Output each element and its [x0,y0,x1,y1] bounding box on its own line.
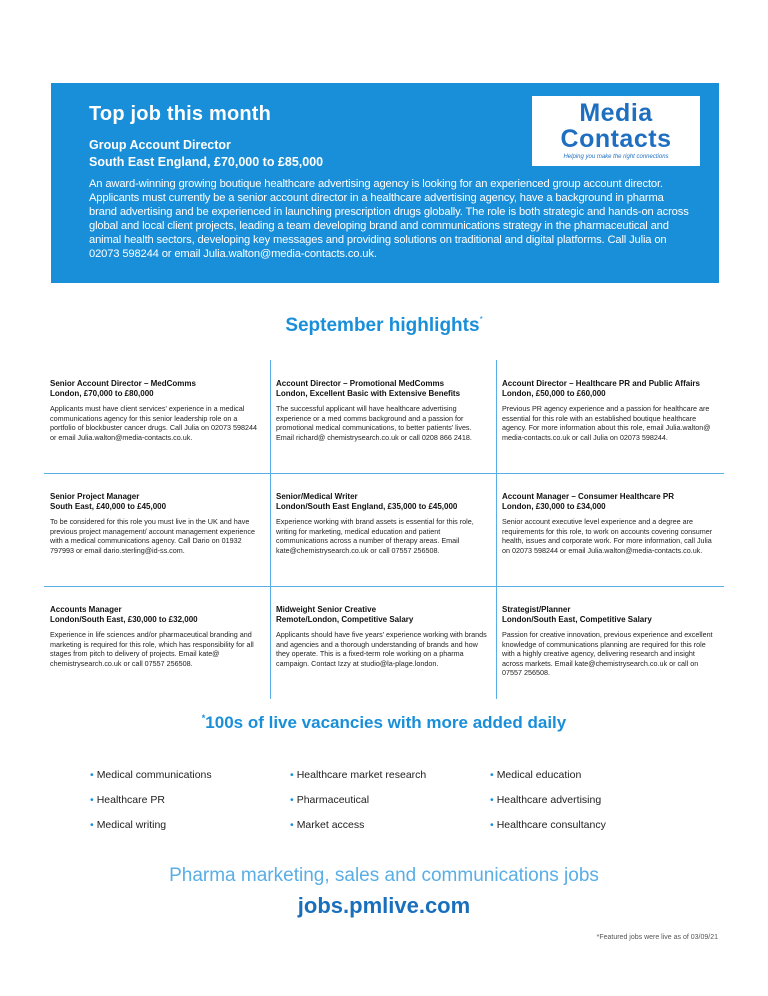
job-card[interactable] [270,586,496,699]
highlights-row [44,586,724,699]
top-job-info [89,137,323,171]
logo-line2: Contacts [560,125,672,153]
category-item[interactable] [290,788,490,813]
job-title: Accounts Manager [50,605,122,614]
job-title: Senior Account Director – MedComms [50,379,196,388]
job-subtitle: London/South East England, £35,000 to £45,000 [276,502,458,511]
bullet: • [490,819,494,831]
highlights-asterisk: * [479,315,483,324]
job-card[interactable] [496,360,722,473]
row-divider [44,586,724,587]
highlights-heading [0,315,768,337]
column-divider [496,360,497,699]
bullet: • [290,819,294,831]
highlights-grid [44,360,724,699]
bullet: • [90,769,94,781]
job-card[interactable] [44,473,270,586]
job-body: Previous PR agency experience and a passion for healthcare are essential for this role with an established boutique healthcare agency. For more information about this role, email Julia.walton@ media-contacts.co.uk or call Julia on 02073 598244. [502,404,711,442]
job-body: Experience in life sciences and/or pharmaceutical branding and marketing is required for this role, which has responsibility for all stages from pitch to delivery of projects. Email kate@ chemistrysearch.co.uk or call 07557 256508. [50,630,254,668]
job-card[interactable] [44,586,270,699]
media-contacts-logo [532,96,700,166]
bullet: • [90,794,94,806]
footer-tagline: Pharma marketing, sales and communications jobs [169,865,599,886]
bullet: • [290,769,294,781]
category-label: Pharmaceutical [296,794,370,806]
job-card[interactable] [496,473,722,586]
category-item[interactable] [490,813,690,838]
top-job-location: South East England, £70,000 to £85,000 [89,155,324,169]
row-divider [44,473,724,474]
category-label: Medical communications [96,769,212,781]
category-label: Medical writing [96,819,167,831]
category-item[interactable] [90,788,290,813]
job-body: Senior account executive level experience and a degree are requirements for this role, to work on accounts covering consumer health, issues and corporate work. For more information, call Julia on 02073 598244 or email Julia.walton@media-contacts.co.uk. [502,517,713,555]
bullet: • [490,769,494,781]
job-body: To be considered for this role you must live in the UK and have previous project management/ account management experience with a medical communications agency. Call Dario on 01932 797993 or email dario.sterling@id-ss.com. [50,517,255,555]
category-label: Healthcare market research [296,769,427,781]
job-card[interactable] [44,360,270,473]
highlights-heading-text: September highlights [285,315,480,336]
job-title: Senior/Medical Writer [276,492,358,501]
category-column [90,763,290,838]
category-item[interactable] [490,763,690,788]
logo-line1: Media [579,99,653,127]
bullet: • [290,794,294,806]
job-title: Strategist/Planner [502,605,571,614]
job-title: Midweight Senior Creative [276,605,377,614]
job-card[interactable] [496,586,722,699]
category-item[interactable] [290,763,490,788]
category-list [90,763,690,838]
footnote: *Featured jobs were live as of 03/09/21 [596,934,718,941]
bullet: • [490,794,494,806]
job-title: Account Director – Healthcare PR and Public Affairs [502,379,700,388]
vacancies-asterisk: * [201,713,206,723]
job-body: Applicants must have client services' experience in a medical communications agency for this senior leadership role on a portfolio of blockbuster cancer drugs. Call Julia on 02073 598244 or email Julia.walton@media-contacts.co.uk. [50,404,257,442]
highlights-row [44,360,724,473]
category-item[interactable] [90,813,290,838]
top-job-heading: Top job this month [89,103,272,125]
job-subtitle: London, £50,000 to £60,000 [502,389,606,398]
category-label: Healthcare PR [96,794,165,806]
column-divider [270,360,271,699]
job-title: Account Manager – Consumer Healthcare PR [502,492,675,501]
category-label: Medical education [496,769,582,781]
job-card[interactable] [270,473,496,586]
job-title: Account Director – Promotional MedComms [276,379,445,388]
job-body: Applicants should have five years' experience working with brands and agencies and a thorough understanding of brands and how they operate. This is a fixed-term role working on a pharma campaign. Contact Izzy at studio@la-plage.london. [276,630,487,668]
job-body: The successful applicant will have healthcare advertising experience or a med comms background and a passion for promotional medical communications, to better patients' lives. Email richard@ chemistrysearch.co.uk or call 0208 866 2418. [276,404,472,442]
top-job-title: Group Account Director [89,138,231,152]
job-body: Passion for creative innovation, previous experience and excellent knowledge of communications planning are required for this role with a highly creative agency, delivering research and insight across markets. Email kate@chemistrysearch.co.uk or call on 07557 256508. [502,630,713,677]
top-job-description: An award-winning growing boutique healthcare advertising agency is looking for an experienced group account director. Applicants must currently be a senior account director in a healthcare advertising agency, have a background in pharma brand advertising and be experienced in launching prescription drugs globally. The role is both strategic and hands-on across global and local client projects, leading a team developing brand and communications strategy in the pharmaceutical and animal health sectors, developing key messages and providing solutions on traditional and digital platforms. Call Julia on 02073 598244 or email Julia.walton@media-contacts.co.uk. [89,178,689,260]
job-subtitle: London, £70,000 to £80,000 [50,389,154,398]
job-subtitle: London/South East, Competitive Salary [502,615,652,624]
job-subtitle: London, £30,000 to £34,000 [502,502,606,511]
category-item[interactable] [90,763,290,788]
job-title: Senior Project Manager [50,492,140,501]
bullet: • [90,819,94,831]
category-label: Healthcare consultancy [496,819,606,831]
job-body: Experience working with brand assets is essential for this role, writing for marketing, medical education and patient communications across a number of therapy areas. Email kate@chemistrysearch.co.uk or call 07557 256508. [276,517,474,555]
vacancies-heading [0,713,768,733]
category-item[interactable] [490,788,690,813]
category-label: Healthcare advertising [496,794,602,806]
job-subtitle: Remote/London, Competitive Salary [276,615,414,624]
vacancies-heading-text: 100s of live vacancies with more added daily [205,713,567,732]
jobs-url-link[interactable]: jobs.pmlive.com [297,893,471,918]
top-job-box [51,83,719,283]
job-subtitle: London/South East, £30,000 to £32,000 [50,615,198,624]
category-item[interactable] [290,813,490,838]
job-subtitle: South East, £40,000 to £45,000 [50,502,167,511]
job-subtitle: London, Excellent Basic with Extensive Benefits [276,389,461,398]
category-label: Market access [296,819,365,831]
category-column [290,763,490,838]
logo-tagline: Helping you make the right connections [563,154,669,160]
highlights-row [44,473,724,586]
job-card[interactable] [270,360,496,473]
category-column [490,763,690,838]
